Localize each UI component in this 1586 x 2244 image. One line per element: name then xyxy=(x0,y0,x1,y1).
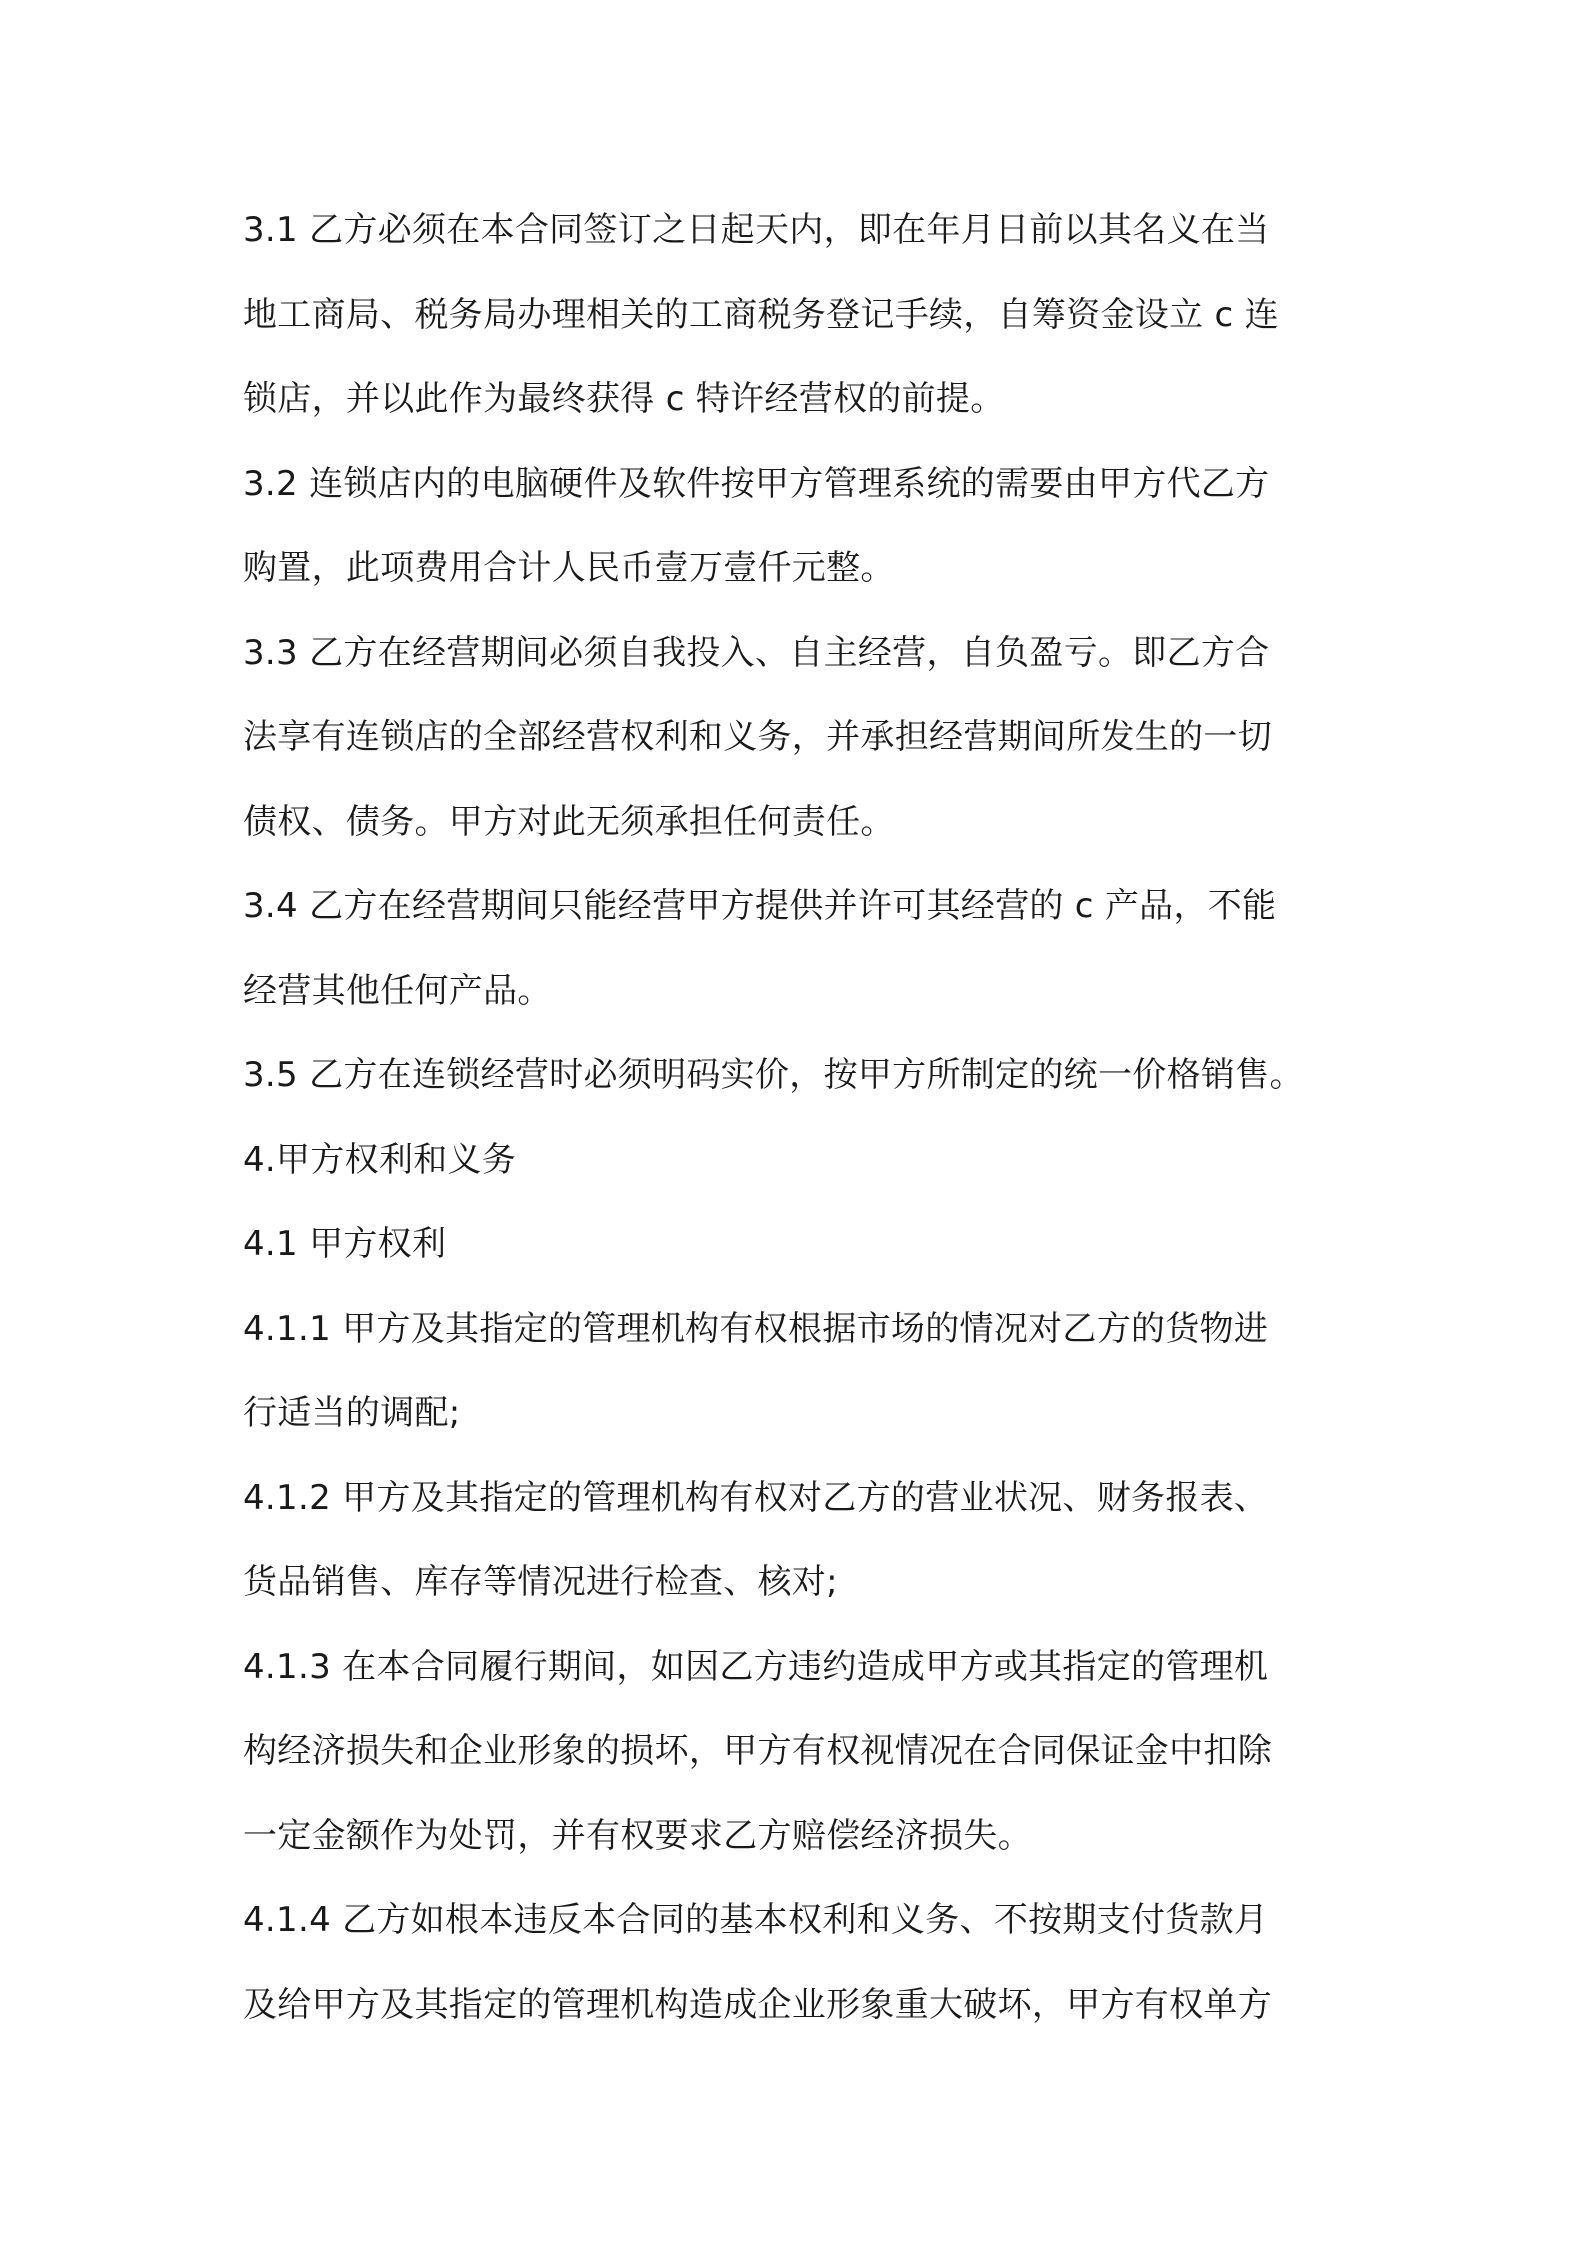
clause-4-1-2 xyxy=(243,1456,1363,1625)
text-line: 债权、债务。甲方对此无须承担任何责任。 xyxy=(243,801,895,842)
text-line: 行适当的调配; xyxy=(243,1393,461,1433)
clause-3-4 xyxy=(243,864,1363,1033)
section-4-1-heading xyxy=(243,1202,1363,1287)
text-line: 4.1.2 甲方及其指定的管理机构有权对乙方的营业状况、财务报表、 xyxy=(243,1477,1269,1518)
text-line: 4.1.1 甲方及其指定的管理机构有权根据市场的情况对乙方的货物进 xyxy=(243,1308,1269,1349)
text-line: 4.甲方权利和义务 xyxy=(243,1139,517,1180)
text-line: 锁店，并以此作为最终获得 c 特许经营权的前提。 xyxy=(243,379,1005,419)
text-line: 3.4 乙方在经营期间只能经营甲方提供并许可其经营的 c 产品，不能 xyxy=(243,886,1277,926)
text-line: 一定金额作为处罚，并有权要求乙方赔偿经济损失。 xyxy=(243,1815,1032,1856)
clause-3-3 xyxy=(243,611,1363,865)
text-line: 3.2 连锁店内的电脑硬件及软件按甲方管理系统的需要由甲方代乙方 xyxy=(243,463,1270,504)
clause-3-2 xyxy=(243,442,1363,611)
text-line: 构经济损失和企业形象的损坏，甲方有权视情况在合同保证金中扣除 xyxy=(243,1731,1272,1771)
text-line: 地工商局、税务局办理相关的工商税务登记手续，自筹资金设立 c 连 xyxy=(243,294,1279,335)
text-line: 3.3 乙方在经营期间必须自我投入、自主经营，自负盈亏。即乙方合 xyxy=(243,632,1270,673)
clause-3-5 xyxy=(243,1033,1363,1118)
text-line: 法享有连锁店的全部经营权利和义务，并承担经营期间所发生的一切 xyxy=(243,717,1272,757)
clause-4-1-4 xyxy=(243,1878,1363,2047)
clause-4-1-3 xyxy=(243,1625,1363,1879)
text-line: 货品销售、库存等情况进行检查、核对; xyxy=(243,1562,838,1602)
text-line: 3.1 乙方必须在本合同签订之日起天内，即在年月日前以其名义在当 xyxy=(243,210,1270,250)
clause-4-1-1 xyxy=(243,1287,1363,1456)
text-line: 及给甲方及其指定的管理机构造成企业形象重大破坏，甲方有权单方 xyxy=(243,1984,1272,2025)
clause-3-1 xyxy=(243,188,1363,442)
text-line: 购置，此项费用合计人民币壹万壹仟元整。 xyxy=(243,548,895,588)
text-line: 4.1.3 在本合同履行期间，如因乙方违约造成甲方或其指定的管理机 xyxy=(243,1646,1269,1687)
text-line: 3.5 乙方在连锁经营时必须明码实价，按甲方所制定的统一价格销售。 xyxy=(243,1055,1304,1095)
section-4-heading xyxy=(243,1118,1363,1203)
text-line: 4.1 甲方权利 xyxy=(243,1224,447,1264)
text-line: 4.1.4 乙方如根本违反本合同的基本权利和义务、不按期支付货款月 xyxy=(243,1900,1269,1940)
document-body xyxy=(243,188,1363,2047)
text-line: 经营其他任何产品。 xyxy=(243,970,552,1011)
